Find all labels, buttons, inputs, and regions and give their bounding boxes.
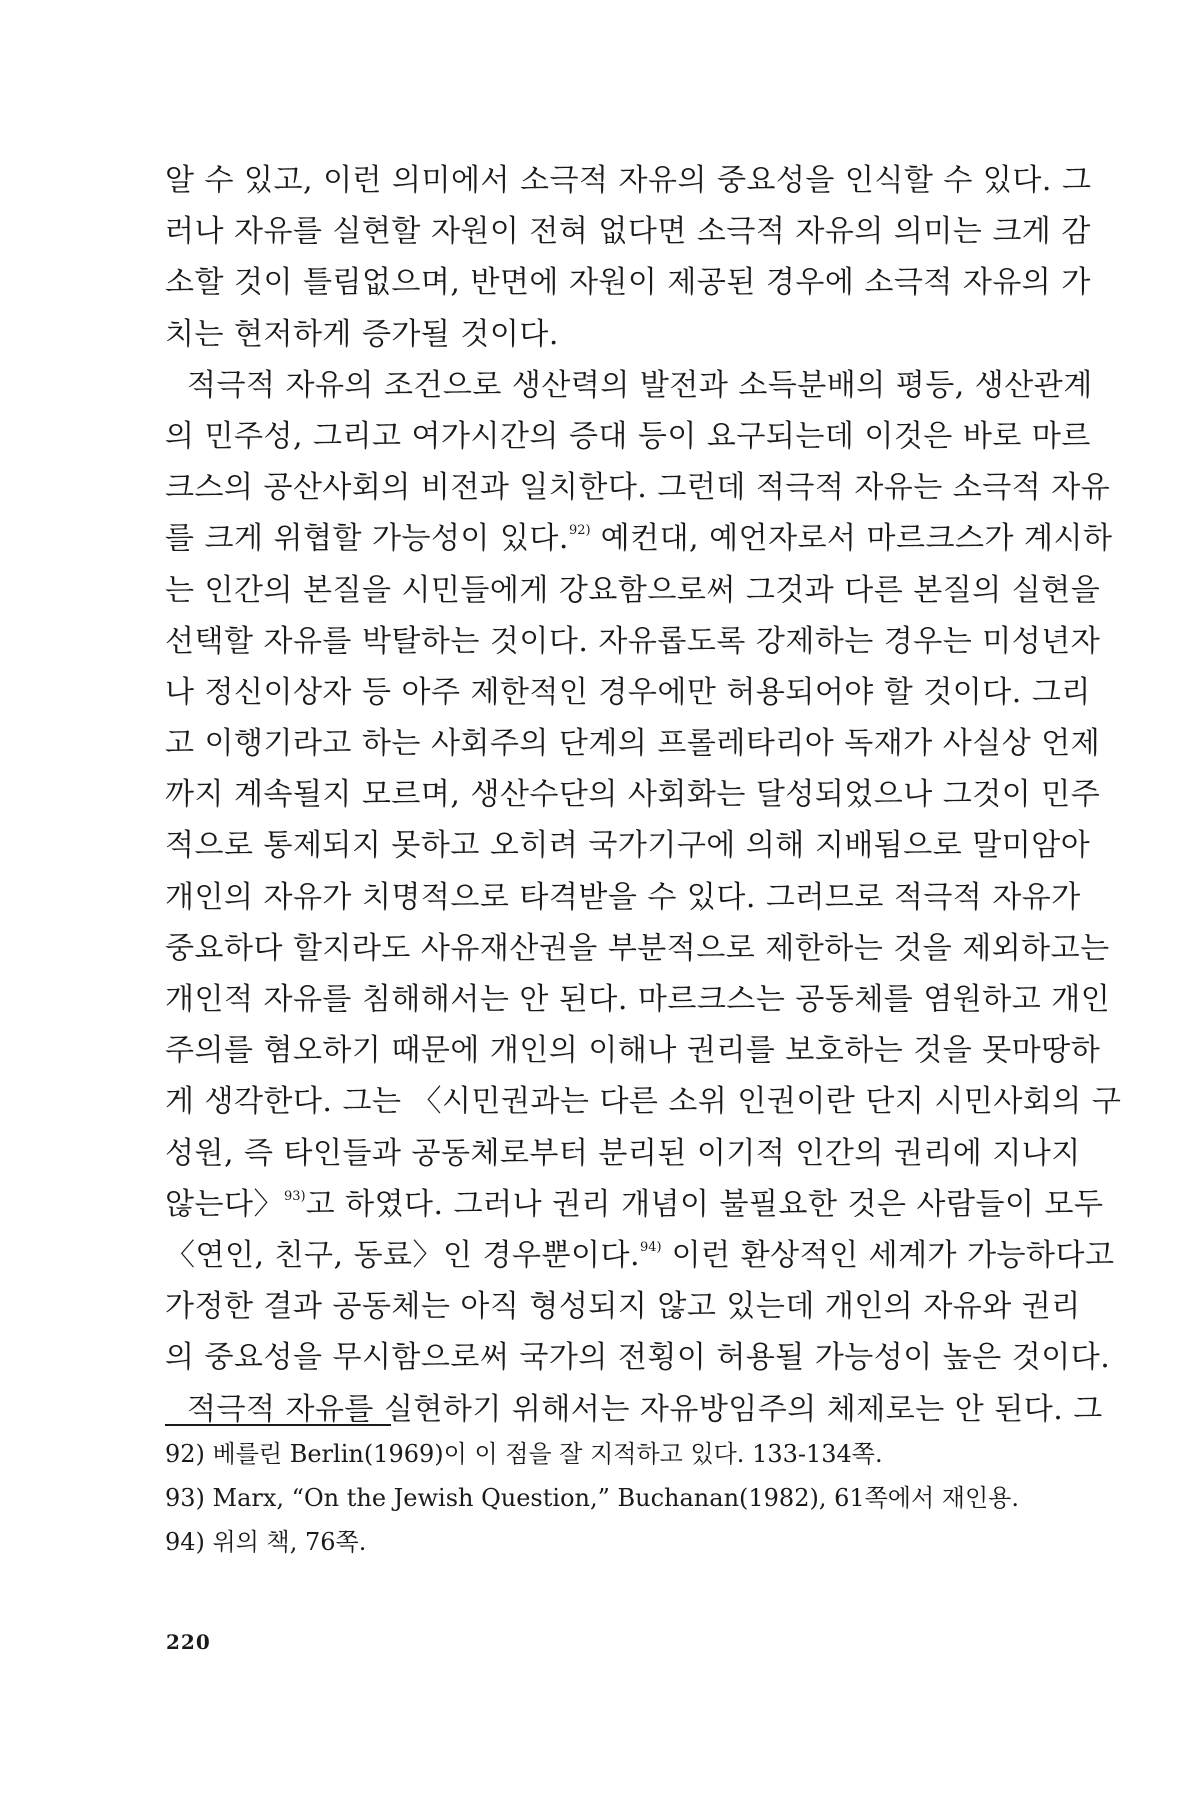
text-line-with-footnote [165, 1179, 1104, 1230]
text-segment: 않는다〉 [165, 1186, 284, 1222]
footnotes [165, 1432, 1045, 1564]
text-line: 성원, 즉 타인들과 공동체로부터 분리된 이기적 인간의 권리에 지나지 [165, 1135, 1081, 1171]
footnote-94: 94) 위의 책, 76쪽. [165, 1528, 367, 1556]
footnote-92: 92) 베를린 Berlin(1969)이 이 점을 잘 지적하고 있다. 133-134쪽. [165, 1440, 883, 1468]
text-line: 알 수 있고, 이런 의미에서 소극적 자유의 중요성을 인식할 수 있다. 그 [165, 163, 1092, 198]
paragraph-start-line: 적극적 자유의 조건으로 생산력의 발전과 소득분배의 평등, 생산관계 [187, 367, 1093, 403]
text-line: 주의를 혐오하기 때문에 개인의 이해나 권리를 보호하는 것을 못마땅하 [165, 1033, 1101, 1069]
text-line: 가정한 결과 공동체는 아직 형성되지 않고 있는데 개인의 자유와 권리 [165, 1289, 1081, 1325]
text-line: 게 생각한다. 그는 〈시민권과는 다른 소위 인권이란 단지 시민사회의 구 [165, 1084, 1122, 1120]
text-line: 선택할 자유를 박탈하는 것이다. 자유롭도록 강제하는 경우는 미성년자 [165, 623, 1101, 659]
text-line: 까지 계속될지 모르며, 생산수단의 사회화는 달성되었으나 그것이 민주 [165, 777, 1101, 813]
footnote-93: 93) Marx, “On the Jewish Question,” Buchanan(1982), 61쪽에서 재인용. [165, 1484, 1019, 1512]
text-line-with-footnote [165, 1230, 1115, 1281]
text-line: 크스의 공산사회의 비전과 일치한다. 그런데 적극적 자유는 소극적 자유 [165, 470, 1111, 506]
text-line: 나 정신이상자 등 아주 제한적인 경우에만 허용되어야 할 것이다. 그리 [165, 674, 1091, 710]
text-segment: 예컨대, 예언자로서 마르크스가 계시하 [590, 521, 1113, 557]
text-line: 의 민주성, 그리고 여가시간의 증대 등이 요구되는데 이것은 바로 마르 [165, 418, 1091, 454]
text-segment: 를 크게 위협할 가능성이 있다. [165, 521, 569, 557]
text-line: 적으로 통제되지 못하고 오히려 국가기구에 의해 지배됨으로 말미암아 [165, 828, 1091, 864]
footnote-marker-92: 92) [568, 523, 591, 539]
text-segment: 고 하였다. 그러나 권리 개념이 불필요한 것은 사람들이 모두 [305, 1186, 1104, 1222]
page-number: 220 [166, 1630, 211, 1654]
text-line-with-footnote [165, 513, 1113, 564]
text-line: 개인적 자유를 침해해서는 안 된다. 마르크스는 공동체를 염원하고 개인 [165, 982, 1111, 1017]
footnote-marker-93: 93) [283, 1188, 306, 1204]
text-line: 는 인간의 본질을 시민들에게 강요함으로써 그것과 다른 본질의 실현을 [165, 572, 1101, 608]
footnote-divider [165, 1424, 391, 1426]
text-segment: 이런 환상적인 세계가 가능하다고 [661, 1237, 1115, 1273]
text-line: 의 중요성을 무시함으로써 국가의 전횡이 허용될 가능성이 높은 것이다. [165, 1340, 1111, 1376]
body-text [165, 155, 1122, 1435]
text-line: 치는 현저하게 증가될 것이다. [165, 316, 559, 352]
text-line: 개인의 자유가 치명적으로 타격받을 수 있다. 그러므로 적극적 자유가 [165, 879, 1081, 915]
paragraph-start-line: 적극적 자유를 실현하기 위해서는 자유방임주의 체제로는 안 된다. 그 [187, 1391, 1103, 1427]
text-line: 중요하다 할지라도 사유재산권을 부분적으로 제한하는 것을 제외하고는 [165, 930, 1110, 966]
text-line: 고 이행기라고 하는 사회주의 단계의 프롤레타리아 독재가 사실상 언제 [165, 726, 1101, 762]
text-line: 소할 것이 틀림없으며, 반면에 자원이 제공된 경우에 소극적 자유의 가 [165, 265, 1091, 301]
footnote-marker-94: 94) [639, 1239, 662, 1255]
text-segment: 〈연인, 친구, 동료〉인 경우뿐이다. [165, 1237, 640, 1273]
text-line: 러나 자유를 실현할 자원이 전혀 없다면 소극적 자유의 의미는 크게 감 [165, 214, 1091, 250]
